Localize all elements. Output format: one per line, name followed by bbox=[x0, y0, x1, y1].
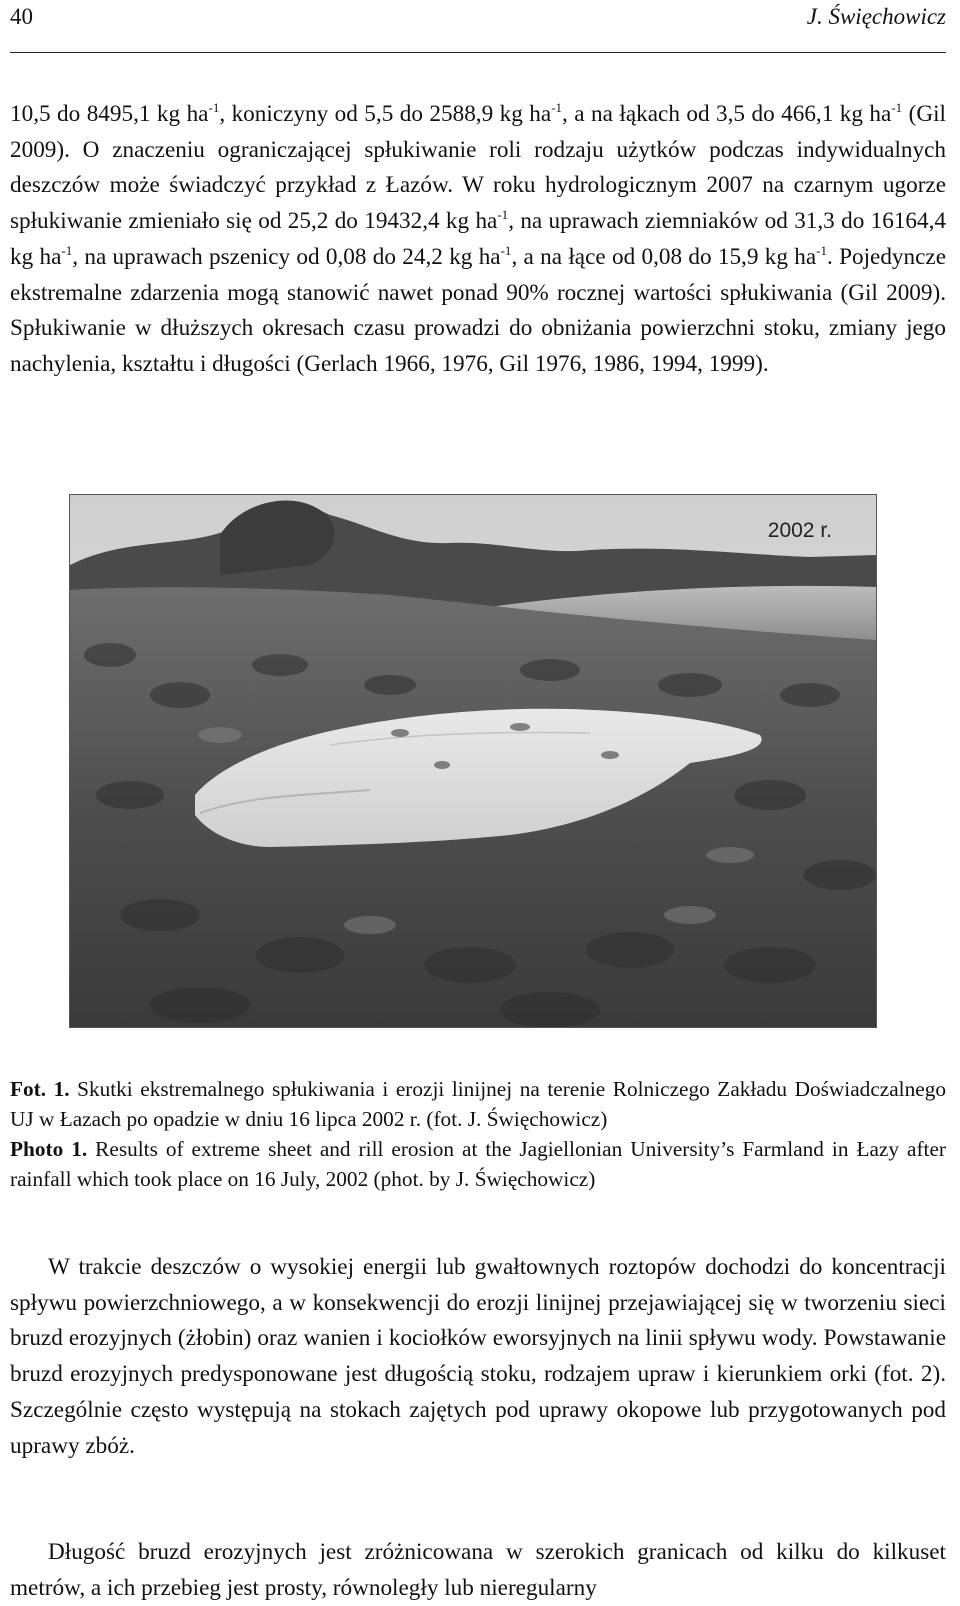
figure-caption bbox=[10, 1074, 946, 1194]
caption-polish bbox=[10, 1074, 946, 1134]
body-paragraph-2: W trakcie deszczów o wysokiej energii lub gwałtownych roztopów dochodzi do koncentracji spływu powierzchniowego, a w konsekwencji do erozji linijnej przejawiającej się w tworzeniu sieci bruzd erozyjnych (żłobin) oraz wanien i kociołków eworsyjnych na linii spływu wody. Powstawanie bruzd erozyjnych predysponowane jest długością stoku, rodzajem upraw i kierunkiem orki (fot. 2). Szczególnie często występują na stokach zajętych pod uprawy okopowe lub przygotowanych pod uprawy zbóż. bbox=[10, 1254, 946, 1459]
photo-year-label: 2002 r. bbox=[767, 519, 832, 542]
page-number: 40 bbox=[10, 4, 33, 29]
caption-polish-text: Skutki ekstremalnego spłukiwania i erozji linijnej na terenie Rolniczego Zakładu Doświadczalnego UJ w Łazach po opadzie w dniu 16 lipca 2002 r. (fot. J. Święchowicz) bbox=[10, 1077, 946, 1131]
caption-english bbox=[10, 1134, 946, 1194]
photo-image bbox=[70, 495, 876, 1027]
page-header bbox=[10, 4, 946, 48]
body-paragraph-3: Długość bruzd erozyjnych jest zróżnicowana w szerokich granicach od kilku do kilkuset metrów, a ich przebieg jest prosty, równoległy lub nieregularny bbox=[10, 1539, 946, 1601]
running-head: J. Święchowicz bbox=[806, 4, 946, 29]
field-erosion-photo bbox=[69, 494, 877, 1028]
caption-english-text: Results of extreme sheet and rill erosion at the Jagiellonian University’s Farmland in Łazy after rainfall which took place on 16 July, 2002 (phot. by J. Święchowicz) bbox=[10, 1137, 946, 1191]
body-paragraph-1: 10,5 do 8495,1 kg $ha^{-1}$, koniczyny od 5,5 do 2588,9 kg $ha^{-1}$, a na łąkach od 3,5 do 466,1 kg $ha^{-1}$ (Gil 2009). O znaczeniu ograniczającej spłukiwanie roli rodzaju użytków podczas indywidualnych deszczów może świadczyć przykład z Łazów. W roku hydrologicznym 2007 na czarnym ugorze spłukiwanie zmieniało się od 25,2 do 19432,4 kg $ha^{-1}$, na uprawach ziemniaków od 31,3 do 16164,4 kg $ha^{-1}$, na uprawach pszenicy od 0,08 do 24,2 kg $ha^{-1}$, a na łące od 0,08 do 15,9 kg $ha^{-1}$. Pojedyncze ekstremalne zdarzenia mogą stanowić nawet ponad 90% rocznej wartości spłukiwania (Gil 2009). Spłukiwanie w dłuższych okresach czasu prowadzi do obniżania powierzchni stoku, zmiany jego nachylenia, kształtu i długości (Gerlach 1966, 1976, Gil 1976, 1986, 1994, 1999). bbox=[10, 100, 946, 377]
header-rule bbox=[10, 52, 946, 53]
caption-english-label: Photo 1. bbox=[10, 1137, 88, 1161]
caption-polish-label: Fot. 1. bbox=[10, 1077, 70, 1101]
